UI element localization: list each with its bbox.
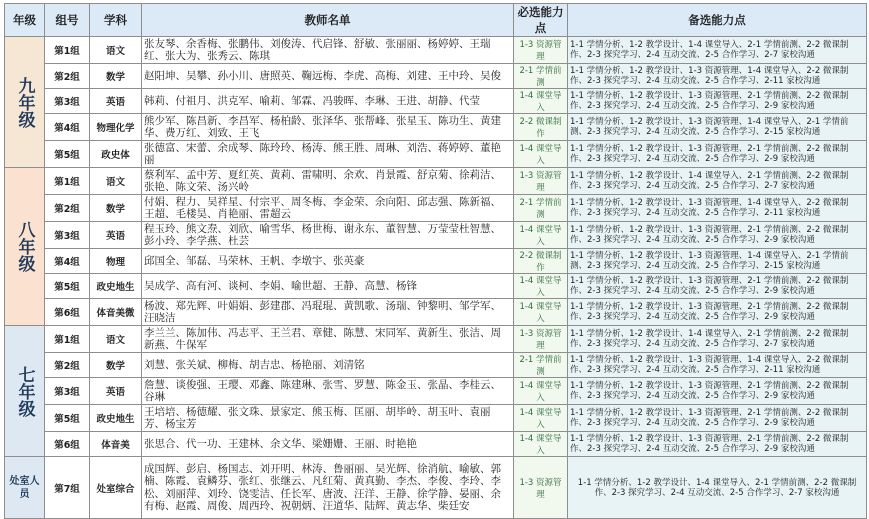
subject-cell: 数学 [90,64,142,89]
teachers-cell: 刘慧、张关斌、柳梅、胡吉忠、杨艳丽、刘清铭 [142,353,514,378]
optional-cell: 1-1 学情分析、1-2 教学设计、1-3 资源管理、2-1 学情前测、2-2 微课制作、2-3 探究学习、2-4 互动交流、2-5 合作学习、2-9 家校沟通 [568,274,867,299]
group-cell: 第2组 [45,353,90,378]
required-cell: 1-4 课堂导入 [514,405,568,432]
teachers-cell: 李兰兰、陈加伟、冯志平、王兰君、章健、陈慧、宋同军、黄新生、张洁、周新燕、牛保军 [142,326,514,353]
group-cell: 第5组 [45,141,90,168]
subject-cell: 政史体 [90,141,142,168]
grade-cell: 八年级 [5,168,45,326]
optional-cell: 1-1 学情分析、1-2 教学设计、1-3 资源管理、1-4 课堂导入、2-2 微课制作、2-3 探究学习、2-4 互动交流、2-5 合作学习、2-11 家校沟通 [568,195,867,222]
table-row [5,141,867,168]
subject-cell: 处室综合 [90,457,142,519]
required-cell: 1-4 课堂导入 [514,274,568,299]
table-row [5,64,867,89]
group-cell: 第2组 [45,195,90,222]
required-cell: 1-4 课堂导入 [514,141,568,168]
optional-cell: 1-1 学情分析、1-2 教学设计、1-3 资源管理、2-1 学情前测、2-2 微课制作、2-3 探究学习、2-4 互动交流、2-5 合作学习、2-9 家校沟通 [568,299,867,326]
teachers-cell: 张德富、宋蕾、余成琴、陈玲玲、杨涛、熊王胜、周琳、刘浩、蒋婷婷、董艳丽 [142,141,514,168]
subject-cell: 数学 [90,353,142,378]
optional-cell: 1-1 学情分析、1-2 教学设计、1-3 资源管理、1-4 课堂导入、2-1 学情前测、2-3 探究学习、2-4 互动交流、2-5 合作学习、2-15 家校沟通 [568,249,867,274]
teachers-cell: 程玉玲、熊文焘、刘欣、喻雪华、杨世梅、谢永东、董智慧、万莹莹杜智慧、彭小玲、李学燕、杜芸 [142,222,514,249]
group-cell: 第3组 [45,378,90,405]
table-row [5,195,867,222]
group-cell: 第5组 [45,405,90,432]
subject-cell: 物理化学 [90,114,142,141]
teachers-cell: 熊少军、陈昌新、李昌军、杨柏龄、张泽华、张帮峰、张星玉、陈功生、黄建华、费万红、刘致、王飞 [142,114,514,141]
optional-cell: 1-1 学情分析、1-2 教学设计、1-4 课堂导入、2-1 学情前测、2-2 微课制作、2-3 探究学习、2-4 互动交流、2-5 合作学习、2-7 家校沟通 [568,326,867,353]
required-cell: 1-4 课堂导入 [514,222,568,249]
teachers-cell: 杨波、郑先辉、叶娟娟、彭建郡、冯琨琨、黄凯歌、汤瑞、钟黎明、邹学军、汪晓洁 [142,299,514,326]
optional-cell: 1-1 学情分析、1-2 教学设计、1-4 课堂导入、2-1 学情前测、2-2 微课制作、2-3 探究学习、2-4 互动交流、2-5 合作学习、2-7 家校沟通 [568,168,867,195]
teachers-cell: 蔡利军、孟中芳、夏红英、黄莉、雷啸明、余欢、肖景霞、舒京菊、徐莉洁、张艳、陈文荣、汤兴岭 [142,168,514,195]
subject-cell: 语文 [90,168,142,195]
teachers-cell: 成国辉、彭启、杨国志、刘开明、林涛、鲁丽丽、吴光辉、徐消航、喻敏、郭楠、陈霞、袁鳞芬、张红、张继云、凡红菊、黄真勤、李杰、李俊、李玲、李松、刘丽萍、刘玲、饶雯洁、任长军、唐波、汪洋、王静、徐学静、晏丽、余有梅、赵霞、周俊、周西玲、祝朝炳、汪道华、陆辉、黄志华、柴廷安 [142,457,514,519]
optional-cell: 1-1 学情分析、1-2 教学设计、1-3 资源管理、1-4 课堂导入、2-2 微课制作、2-3 探究学习、2-4 互动交流、2-5 合作学习、2-11 家校沟通 [568,64,867,89]
subject-cell: 数学 [90,195,142,222]
required-cell: 2-2 微课制作 [514,249,568,274]
group-cell: 第1组 [45,37,90,64]
subject-cell: 物理 [90,249,142,274]
optional-cell: 1-1 学情分析、1-2 教学设计、1-3 资源管理、1-4 课堂导入、2-2 微课制作、2-3 探究学习、2-4 互动交流、2-5 合作学习、2-11 家校沟通 [568,353,867,378]
subject-cell: 体音美 [90,432,142,457]
table-row [5,37,867,64]
grade-cell: 七年级 [5,326,45,457]
group-cell: 第2组 [45,64,90,89]
teachers-cell: 张思合、代一功、王建林、余文华、梁姗姗、王丽、时艳艳 [142,432,514,457]
table-row [5,405,867,432]
group-cell: 第1组 [45,168,90,195]
grade-cell: 处室人员 [5,457,45,519]
header-optional: 备选能力点 [568,4,867,37]
header-required: 必选能力点 [514,4,568,37]
subject-cell: 政史地生 [90,405,142,432]
group-cell: 第6组 [45,432,90,457]
optional-cell: 1-1 学情分析、1-2 教学设计、1-3 资源管理、2-1 学情前测、2-2 微课制作、2-3 探究学习、2-4 互动交流、2-5 合作学习、2-9 家校沟通 [568,141,867,168]
teachers-cell: 付娟、程力、吴祥星、付宗平、周冬梅、李金荣、余向阳、邱志强、陈新福、王超、毛楼昊、肖艳丽、雷超云 [142,195,514,222]
required-cell: 2-2 微课制作 [514,114,568,141]
group-cell: 第6组 [45,299,90,326]
teachers-cell: 詹慧、谈俊强、王璎、邓鑫、陈建琳、张雪、罗慧、陈金玉、张晶、李桂云、谷琳 [142,378,514,405]
required-cell: 2-1 学情前测 [514,64,568,89]
ability-assignment-table-container [4,3,866,510]
subject-cell: 体音美微 [90,299,142,326]
group-cell: 第3组 [45,89,90,114]
table-row [5,353,867,378]
group-cell: 第5组 [45,274,90,299]
required-cell: 1-4 课堂导入 [514,432,568,457]
teachers-cell: 赵阳坤、吴攀、孙小川、唐照英、鞠远梅、李虎、高梅、刘建、王中玲、吴俊 [142,64,514,89]
teachers-cell: 张友琴、余香梅、张鹏伟、刘俊涛、代启锋、舒敏、张丽丽、杨婷婷、王瑞红、张大为、张秀云、陈琪 [142,37,514,64]
table-row [5,299,867,326]
required-cell: 1-4 课堂导入 [514,378,568,405]
subject-cell: 英语 [90,378,142,405]
header-teachers: 教师名单 [142,4,514,37]
subject-cell: 英语 [90,89,142,114]
header-subject: 学科 [90,4,142,37]
teachers-cell: 吴成学、高有河、谈柯、李娟、喻世超、王静、高慧、杨锋 [142,274,514,299]
optional-cell: 1-1 学情分析、1-2 教学设计、1-4 课堂导入、2-1 学情前测、2-2 微课制作、2-3 探究学习、2-4 互动交流、2-5 合作学习、2-7 家校沟通 [568,457,867,519]
group-cell: 第7组 [45,457,90,519]
optional-cell: 1-1 学情分析、1-2 教学设计、1-3 资源管理、2-1 学情前测、2-2 微课制作、2-3 探究学习、2-4 互动交流、2-5 合作学习、2-9 家校沟通 [568,432,867,457]
table-row [5,222,867,249]
table-row [5,457,867,519]
group-cell: 第4组 [45,114,90,141]
subject-cell: 英语 [90,222,142,249]
required-cell: 1-3 资源管理 [514,326,568,353]
teachers-cell: 王培培、杨德耀、张文珠、景家定、熊玉梅、匡丽、胡毕岭、胡玉叶、袁丽芳、杨宝芳 [142,405,514,432]
header-grade: 年级 [5,4,45,37]
table-row [5,89,867,114]
optional-cell: 1-1 学情分析、1-2 教学设计、1-3 资源管理、1-4 课堂导入、2-1 学情前测、2-3 探究学习、2-4 互动交流、2-5 合作学习、2-15 家校沟通 [568,114,867,141]
subject-cell: 政史地生 [90,274,142,299]
optional-cell: 1-1 学情分析、1-2 教学设计、1-3 资源管理、2-1 学情前测、2-2 微课制作、2-3 探究学习、2-4 互动交流、2-5 合作学习、2-9 家校沟通 [568,89,867,114]
table-row [5,378,867,405]
header-group: 组号 [45,4,90,37]
required-cell: 1-3 资源管理 [514,168,568,195]
optional-cell: 1-1 学情分析、1-2 教学设计、1-4 课堂导入、2-1 学情前测、2-2 微课制作、2-3 探究学习、2-4 互动交流、2-5 合作学习、2-7 家校沟通 [568,37,867,64]
group-cell: 第4组 [45,249,90,274]
subject-cell: 语文 [90,37,142,64]
required-cell: 1-3 资源管理 [514,457,568,519]
required-cell: 2-1 学情前测 [514,353,568,378]
required-cell: 1-3 资源管理 [514,37,568,64]
table-row [5,326,867,353]
table-row [5,274,867,299]
optional-cell: 1-1 学情分析、1-2 教学设计、1-3 资源管理、2-1 学情前测、2-2 微课制作、2-3 探究学习、2-4 互动交流、2-5 合作学习、2-9 家校沟通 [568,378,867,405]
table-row [5,168,867,195]
required-cell: 1-4 课堂导入 [514,299,568,326]
table-row [5,249,867,274]
group-cell: 第3组 [45,222,90,249]
ability-assignment-table [4,3,867,519]
teachers-cell: 邱国全、邹磊、马荣林、王帆、李墩宇、张英豪 [142,249,514,274]
required-cell: 1-4 课堂导入 [514,89,568,114]
optional-cell: 1-1 学情分析、1-2 教学设计、1-3 资源管理、2-1 学情前测、2-2 微课制作、2-3 探究学习、2-4 互动交流、2-5 合作学习、2-9 家校沟通 [568,405,867,432]
group-cell: 第1组 [45,326,90,353]
optional-cell: 1-1 学情分析、1-2 教学设计、1-3 资源管理、2-1 学情前测、2-2 微课制作、2-3 探究学习、2-4 互动交流、2-5 合作学习、2-9 家校沟通 [568,222,867,249]
teachers-cell: 韩莉、付祖月、洪克军、喻莉、邹霖、冯骏晖、李琳、王进、胡静、代莹 [142,89,514,114]
table-row [5,432,867,457]
subject-cell: 语文 [90,326,142,353]
required-cell: 2-1 学情前测 [514,195,568,222]
table-row [5,114,867,141]
grade-cell: 九年级 [5,37,45,168]
header-row [5,4,867,37]
